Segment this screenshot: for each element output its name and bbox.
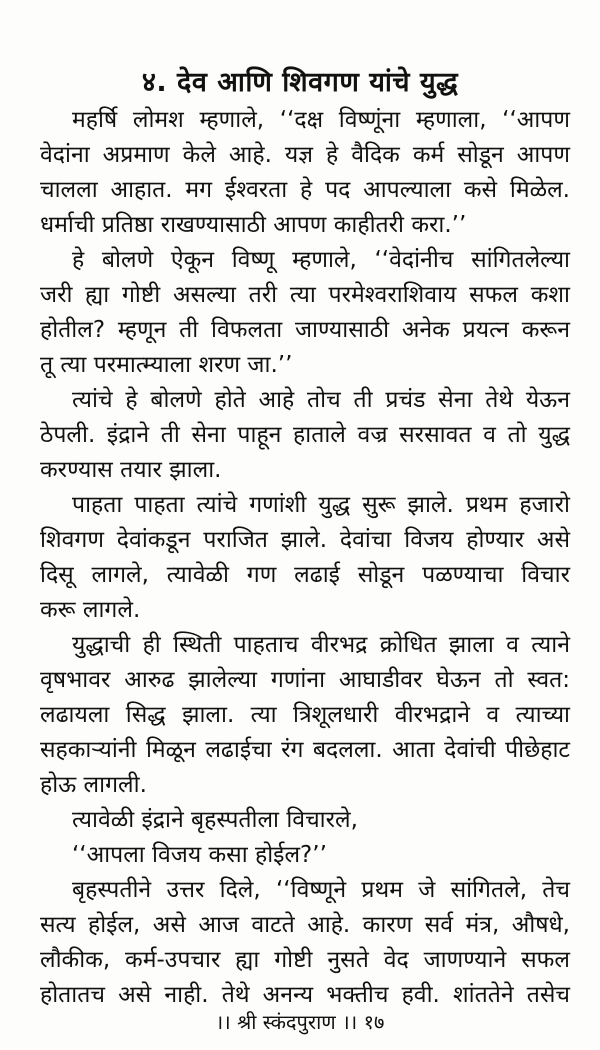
text-line: सत्य होईल, असे आज वाटते आहे. कारण सर्व मंत्र, औषधे, (40, 912, 570, 938)
text-line: वेदांना अप्रमाण केले आहे. यज्ञ हे वैदिक कर्म सोडून आपण (40, 142, 570, 168)
text-line: पाहता पाहता त्यांचे गणांशी युद्ध सुरू झाले. प्रथम हजारो (72, 492, 570, 518)
text-line: जरी ह्या गोष्टी असल्या तरी त्या परमेश्वराशिवाय सफल कशा (40, 282, 570, 308)
text-line: करण्यास तयार झाला. (40, 457, 222, 483)
text-line: त्यांचे हे बोलणे होते आहे तोच ती प्रचंड सेना तेथे येऊन (72, 387, 570, 413)
text-line: शिवगण देवांकडून पराजित झाले. देवांचा विजय होण्यार असे (40, 527, 570, 553)
text-line: युद्धाची ही स्थिती पाहताच वीरभद्र क्रोधित झाला व त्याने (72, 632, 570, 658)
text-line: दिसू लागले, त्यावेळी गण लढाई सोडून पळण्याचा विचार (40, 562, 570, 588)
text-line: सहकाऱ्यांनी मिळून लढाईचा रंग बदलला. आता देवांची पीछेहाट (40, 737, 570, 763)
page-footer: ।। श्री स्कंदपुराण ।। १७ (215, 1010, 385, 1034)
text-line: करू लागले. (40, 597, 141, 623)
text-line: बृहस्पतीने उत्तर दिले, ‘‘विष्णूने प्रथम जे सांगितले, तेच (72, 877, 570, 903)
text-line: लौकीक, कर्म-उपचार ह्या गोष्टी नुसते वेद जाणण्याने सफल (40, 947, 570, 973)
text-line: चालला आहात. मग ईश्वरता हे पद आपल्याला कसे मिळेल. (40, 177, 570, 203)
text-line: होतील? म्हणून ती विफलता जाण्यासाठी अनेक प्रयत्न करून (40, 317, 570, 343)
text-line: होतातच असे नाही. तेथे अनन्य भक्तीच हवी. शांततेने तसेच (40, 982, 570, 1008)
text-line: ‘‘आपला विजय कसा होईल?’’ (72, 842, 327, 868)
text-line: वृषभावर आरुढ झालेल्या गणांना आघाडीवर घेऊन तो स्वत: (40, 667, 570, 693)
text-line: तू त्या परमात्म्याला शरण जा.’’ (40, 352, 293, 378)
text-line: धर्माची प्रतिष्ठा राखण्यासाठी आपण काहीतरी करा.’’ (40, 212, 467, 238)
text-line: होऊ लागली. (40, 772, 147, 798)
chapter-heading: ४. देव आणि शिवगण यांचे युद्ध (141, 67, 459, 98)
text-line: महर्षि लोमश म्हणाले, ‘‘दक्ष विष्णूंना म्हणाला, ‘‘आपण (72, 107, 570, 133)
text-line: हे बोलणे ऐकून विष्णू म्हणाले, ‘‘वेदांनीच सांगितलेल्या (72, 247, 570, 273)
text-line: ठेपली. इंद्राने ती सेना पाहून हाताले वज्र सरसावत व तो युद्ध (40, 422, 570, 448)
text-line: त्यावेळी इंद्राने बृहस्पतीला विचारले, (72, 807, 358, 833)
text-line: लढायला सिद्ध झाला. त्या त्रिशूलधारी वीरभद्राने व त्याच्या (40, 702, 570, 728)
